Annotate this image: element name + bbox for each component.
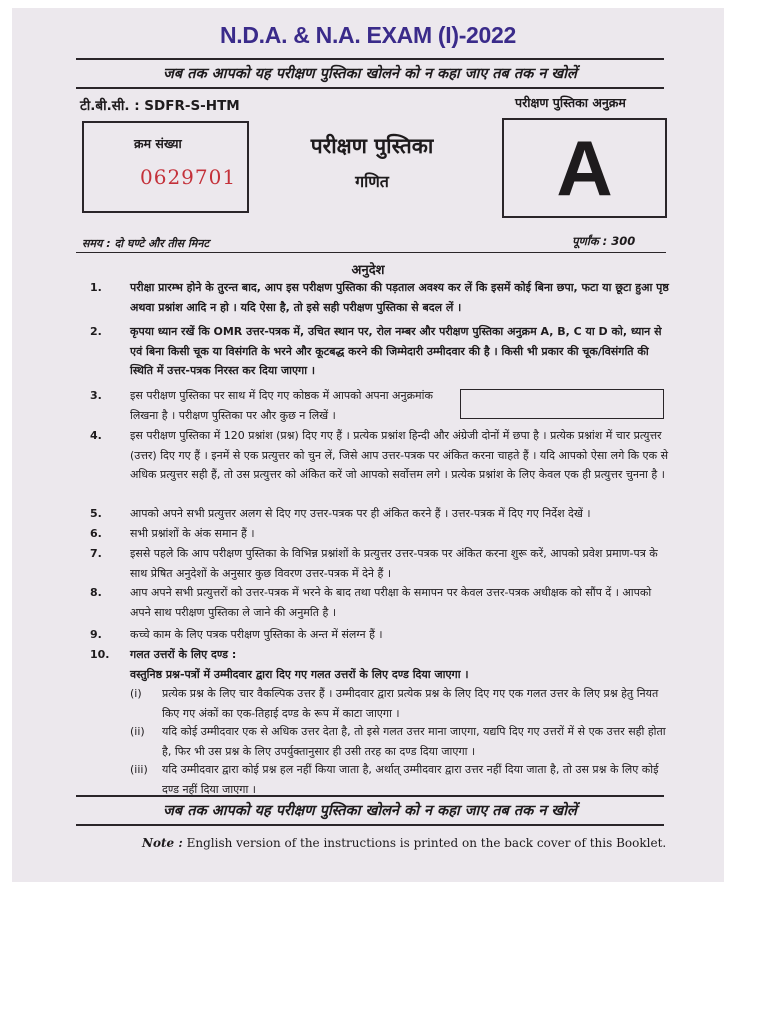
instruction-text: इस परीक्षण पुस्तिका पर साथ में दिए गए कोष्ठक में आपको अपना अनुक्रमांक लिखना है । परीक्षण पुस्तिका पर और कुछ न लिखें । xyxy=(130,389,433,422)
instruction-item xyxy=(90,426,670,485)
subject-title: गणित xyxy=(355,172,389,191)
serial-label: क्रम संख्या xyxy=(134,136,182,151)
instruction-item xyxy=(90,544,670,583)
time-allowed: समय : दो घण्टे और तीस मिनट xyxy=(82,237,209,250)
serial-number: 0629701 xyxy=(140,165,237,189)
penalty-text: यदि कोई उम्मीदवार एक से अधिक उत्तर देता है, तो इसे गलत उत्तर माना जाएगा, यद्यपि दिए गए उत्तरों में से एक उत्तर सही होता है, फिर भी उस प्रश्न के लिए उपर्युक्तानुसार ही उसी तरह का दण्ड दिया जाएगा । xyxy=(162,725,666,758)
instruction-number: 10. xyxy=(90,648,110,661)
instruction-number: 7. xyxy=(90,547,102,560)
penalty-number: (iii) xyxy=(130,763,148,776)
maximum-marks: पूर्णांक : 300 xyxy=(572,234,636,248)
instruction-text: सभी प्रश्नांशों के अंक समान हैं । xyxy=(130,527,255,540)
instruction-number: 5. xyxy=(90,507,102,520)
instruction-item xyxy=(90,322,670,381)
exam-title: N.D.A. & N.A. EXAM (I)-2022 xyxy=(219,22,517,48)
english-version-note xyxy=(142,836,666,850)
tbc-code: टी.बी.सी. : SDFR-S-HTM xyxy=(80,98,240,114)
penalty-item xyxy=(130,760,670,799)
penalty-item xyxy=(130,684,670,723)
instruction-number: 9. xyxy=(90,628,102,641)
booklet-title: परीक्षण पुस्तिका xyxy=(310,134,434,158)
note-text: English version of the instructions is printed on the back cover of this Booklet. xyxy=(186,836,667,850)
instruction-item xyxy=(90,524,670,544)
penalty-intro-text: वस्तुनिष्ठ प्रश्न-पत्रों में उम्मीदवार द्वारा दिए गए गलत उत्तरों के लिए दण्ड दिया जाएगा । xyxy=(130,668,469,681)
question-booklet-page xyxy=(12,8,724,882)
roll-number-box[interactable] xyxy=(460,389,664,419)
instruction-number: 3. xyxy=(90,389,102,402)
penalty-text: प्रत्येक प्रश्न के लिए चार वैकल्पिक उत्तर हैं । उम्मीदवार द्वारा प्रत्येक प्रश्न के लिए दिए गए एक गलत उत्तर के लिए प्रश्न हेतु नियत किए गए अंकों का एक-तिहाई दण्ड के रूप में काटा जाएगा । xyxy=(162,687,659,720)
divider xyxy=(76,252,666,253)
instruction-text: गलत उत्तरों के लिए दण्ड : xyxy=(130,648,237,661)
instruction-text: इस परीक्षण पुस्तिका में 120 प्रश्नांश (प्रश्न) दिए गए हैं । प्रत्येक प्रश्नांश हिन्दी और अंग्रेजी दोनों में छपा है । प्रत्येक प्रश्नांश में चार प्रत्युत्तर (उत्तर) दिए गए हैं । इनमें से एक प्रत्युत्तर को चुन लें, जिसे आप उत्तर-पत्रक पर अंकित करना चाहते हैं । यदि आपको ऐसा लगे कि एक से अधिक प्रत्युत्तर सही हैं, तो उस प्रत्युत्तर को अंकित करें जो आपको सर्वोत्तम लगे । प्रत्येक प्रश्नांश के लिए केवल एक ही प्रत्युत्तर चुनना है । xyxy=(130,429,669,481)
instruction-text: आपको अपने सभी प्रत्युत्तर अलग से दिए गए उत्तर-पत्रक पर ही अंकित करने हैं । उत्तर-पत्रक में दिए गए निर्देश देखें । xyxy=(130,507,591,520)
instruction-text: आप अपने सभी प्रत्युत्तरों को उत्तर-पत्रक में भरने के बाद तथा परीक्षा के समापन पर केवल उत्तर-पत्रक अधीक्षक को सौंप दें । आपको अपने साथ परीक्षण पुस्तिका ले जाने की अनुमति है । xyxy=(130,586,652,619)
top-warning-band: जब तक आपको यह परीक्षण पुस्तिका खोलने को न कहा जाए तब तक न खोलें xyxy=(76,58,664,89)
instruction-item xyxy=(90,625,670,645)
serial-number-box xyxy=(82,121,249,213)
bottom-warning-band: जब तक आपको यह परीक्षण पुस्तिका खोलने को न कहा जाए तब तक न खोलें xyxy=(76,795,664,826)
penalty-number: (ii) xyxy=(130,725,145,738)
instruction-text: परीक्षा प्रारम्भ होने के तुरन्त बाद, आप इस परीक्षण पुस्तिका की पड़ताल अवश्य कर लें कि इसमें कोई बिना छपा, फटा या छूटा हुआ पृष्ठ अथवा प्रश्नांश आदि न हो । यदि ऐसा है, तो इसे सही परीक्षण पुस्तिका से बदल लें । xyxy=(130,281,669,314)
series-letter: A xyxy=(556,124,613,212)
instruction-number: 1. xyxy=(90,281,102,294)
instruction-item xyxy=(90,583,670,622)
instruction-number: 4. xyxy=(90,429,102,442)
instruction-item xyxy=(90,645,670,665)
booklet-sequence-label: परीक्षण पुस्तिका अनुक्रम xyxy=(515,95,626,110)
note-label: Note : xyxy=(142,836,183,850)
penalty-intro xyxy=(90,665,670,685)
instruction-number: 2. xyxy=(90,325,102,338)
instruction-item xyxy=(90,386,450,425)
instructions-title: अनुदेश xyxy=(351,263,385,278)
penalty-number: (i) xyxy=(130,687,142,700)
instruction-number: 6. xyxy=(90,527,102,540)
instruction-number: 8. xyxy=(90,586,102,599)
penalty-text: यदि उम्मीदवार द्वारा कोई प्रश्न हल नहीं किया जाता है, अर्थात् उम्मीदवार द्वारा उत्तर नहीं दिया जाता है, तो उस प्रश्न के लिए कोई दण्ड नहीं दिया जाएगा । xyxy=(162,763,659,796)
instruction-item xyxy=(90,504,670,524)
penalty-item xyxy=(130,722,670,761)
series-box xyxy=(502,118,667,218)
instruction-text: इससे पहले कि आप परीक्षण पुस्तिका के विभिन्न प्रश्नांशों के प्रत्युत्तर उत्तर-पत्रक पर अंकित करना शुरू करें, आपको प्रवेश प्रमाण-पत्र के साथ प्रेषित अनुदेशों के अनुसार कुछ विवरण उत्तर-पत्रक में देने हैं । xyxy=(130,547,658,580)
instruction-item xyxy=(90,278,670,317)
instruction-text: कच्चे काम के लिए पत्रक परीक्षण पुस्तिका के अन्त में संलग्न हैं । xyxy=(130,628,383,641)
instruction-text: कृपया ध्यान रखें कि OMR उत्तर-पत्रक में, उचित स्थान पर, रोल नम्बर और परीक्षण पुस्तिका अनुक्रम A, B, C या D को, ध्यान से एवं बिना किसी चूक या विसंगति के भरने और कूटबद्ध करने की जिम्मेदारी उम्मीदवार की है । किसी भी प्रकार की चूक/विसंगति की स्थिति में उत्तर-पत्रक निरस्त कर दिया जाएगा । xyxy=(130,325,662,377)
